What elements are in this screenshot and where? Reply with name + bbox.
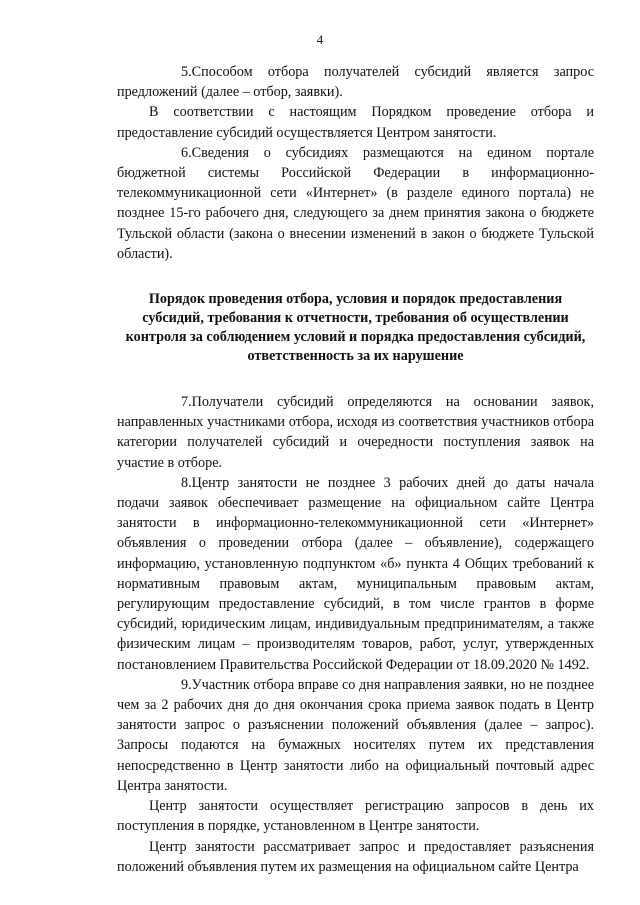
paragraph-9: [117, 675, 594, 796]
paragraph-number: 5.: [181, 64, 192, 80]
paragraph-text: Центр занятости не позднее 3 рабочих дней до даты начала подачи заявок обеспечивает размещение на официальном сайте Центра занятости в информационно-телекоммуникационной сети «Интернет» объявления о проведении отбора (далее – объявление), содержащего информацию, установленную подпунктом «б» пункта 4 Общих требований к нормативным правовым актам, муниципальным правовым актам, регулирующим предоставление субсидий, в том числе грантов в форме субсидий, юридическим лицам, индивидуальным предпринимателям, а также физическим лицам – производителям товаров, работ, услуг, утвержденных постановлением Правительства Российской Федерации от 18.09.2020 № 1492.: [117, 474, 594, 673]
paragraph-5-continued: [117, 102, 594, 142]
paragraph-number: 9.: [181, 676, 192, 693]
paragraph-number: 7.: [181, 394, 192, 411]
section-heading: Порядок проведения отбора, условия и порядок предоставления субсидий, требования к отчетности, требования об осуществлении контроля за соблюдением условий и порядка предоставления субсидий, ответственность за их нарушение: [125, 291, 586, 365]
paragraph-6: [117, 143, 594, 264]
paragraph-text: Способом отбора получателей субсидий является запрос предложений (далее – отбор, заявки).: [117, 64, 594, 101]
paragraph-7: [117, 392, 594, 473]
paragraph-text: Получатели субсидий определяются на основании заявок, направленных участниками отбора, исходя из соответствия участников отбора категории получателей субсидий и очередности поступления заявок на участие в отборе.: [117, 394, 594, 471]
paragraph-8: [117, 473, 594, 675]
paragraph-text: Участник отбора вправе со дня направления заявки, но не позднее чем за 2 рабочих дня до дня окончания срока приема заявок подать в Центр занятости запрос о разъяснении положений объявления (далее – запрос). Запросы подаются на бумажных носителях путем их представления непосредственно в Центр занятости либо на официальный почтовый адрес Центра занятости.: [117, 676, 594, 794]
document-body: [117, 62, 594, 877]
paragraph-text: В соответствии с настоящим Порядком проведение отбора и предоставление субсидий осуществляется Центром занятости.: [117, 104, 594, 141]
paragraph-9-response: [117, 837, 594, 877]
paragraph-number: 8.: [181, 474, 192, 491]
paragraph-text: Центр занятости рассматривает запрос и предоставляет разъяснения положений объявления путем их размещения на официальном сайте Центра: [117, 838, 594, 875]
paragraph-text: Сведения о субсидиях размещаются на едином портале бюджетной системы Российской Федерации в информационно-телекоммуникационной сети «Интернет» (в разделе единого портала) не позднее 15-го рабочего дня, следующего за днем принятия закона о бюджете Тульской области (закона о внесении изменений в закон о бюджете Тульской области).: [117, 144, 594, 262]
paragraph-text: Центр занятости осуществляет регистрацию запросов в день их поступления в порядке, установленном в Центре занятости.: [117, 798, 594, 835]
paragraph-5: [117, 62, 594, 102]
page-number: 4: [316, 32, 324, 47]
paragraph-number: 6.: [181, 144, 192, 161]
paragraph-9-registration: [117, 796, 594, 836]
